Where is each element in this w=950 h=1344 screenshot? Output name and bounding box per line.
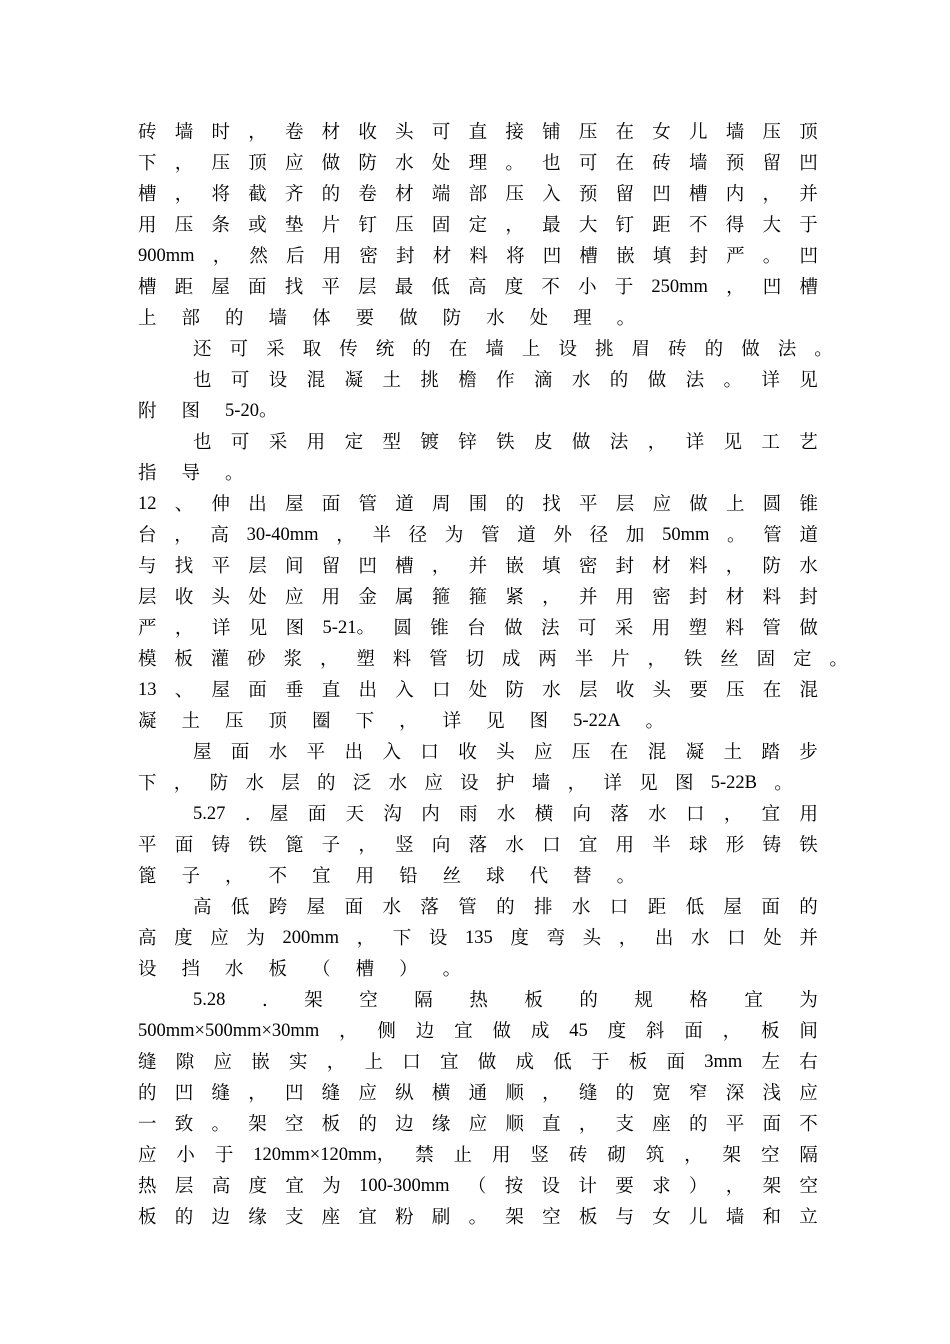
text-line: 凝 土 压 顶 圈 下 ， 详 见 图 5-22A 。 — [138, 711, 664, 732]
text-line: 下 ， 防 水 层 的 泛 水 应 设 护 墙 ， 详 见 图 5-22B 。 — [138, 773, 793, 794]
text-line: 缝 隙 应 嵌 实 ， 上 口 宜 做 成 低 于 板 面 3mm 左 右 — [138, 1052, 818, 1073]
text-line: 附 图 5-20。 — [138, 401, 278, 422]
text-line: 屋 面 水 平 出 入 口 收 头 应 压 在 混 凝 土 踏 步 — [193, 742, 818, 763]
text-line: 层 收 头 处 应 用 金 属 箍 箍 紧 ， 并 用 密 封 材 料 封 — [138, 587, 818, 608]
text-line: 与 找 平 层 间 留 凹 槽 ， 并 嵌 填 密 封 材 料 ， 防 水 — [138, 556, 818, 577]
text-line: 槽 距 屋 面 找 平 层 最 低 高 度 不 小 于 250mm ， 凹 槽 — [138, 277, 818, 298]
text-line: 砖 墙 时 ， 卷 材 收 头 可 直 接 铺 压 在 女 儿 墙 压 顶 — [138, 122, 818, 143]
text-line: 900mm ， 然 后 用 密 封 材 料 将 凹 槽 嵌 填 封 严 。 凹 — [138, 246, 818, 267]
text-line: 严 ， 详 见 图 5-21。 圆 锥 台 做 法 可 采 用 塑 料 管 做 — [138, 618, 818, 639]
text-line: 高 低 跨 屋 面 水 落 管 的 排 水 口 距 低 屋 面 的 — [193, 897, 818, 918]
text-line: 也 可 设 混 凝 土 挑 檐 作 滴 水 的 做 法 。 详 见 — [193, 370, 818, 391]
text-line: 12 、 伸 出 屋 面 管 道 周 围 的 找 平 层 应 做 上 圆 锥 — [138, 494, 818, 515]
text-line: 高 度 应 为 200mm ， 下 设 135 度 弯 头 ， 出 水 口 处 并 — [138, 928, 818, 949]
text-line: 模 板 灌 砂 浆 ， 塑 料 管 切 成 两 半 片 ， 铁 丝 固 定 。 — [138, 649, 848, 670]
text-line: 篦 子 ， 不 宜 用 铅 丝 球 代 替 。 — [138, 866, 636, 887]
text-line: 一 致 。 架 空 板 的 边 缘 应 顺 直 ， 支 座 的 平 面 不 — [138, 1114, 818, 1135]
text-line: 板 的 边 缘 支 座 宜 粉 刷 。 架 空 板 与 女 儿 墙 和 立 — [138, 1207, 818, 1228]
text-line: 热 层 高 度 宜 为 100-300mm （ 按 设 计 要 求 ） ， 架 空 — [138, 1176, 818, 1197]
text-line: 500mm×500mm×30mm ， 侧 边 宜 做 成 45 度 斜 面 ， 板 间 — [138, 1021, 818, 1042]
text-line: 5.27 . 屋 面 天 沟 内 雨 水 横 向 落 水 口 ， 宜 用 — [193, 804, 818, 825]
text-line: 还 可 采 取 传 统 的 在 墙 上 设 挑 眉 砖 的 做 法 。 — [193, 339, 833, 360]
text-line: 应 小 于 120mm×120mm， 禁 止 用 竖 砖 砌 筑 ， 架 空 隔 — [138, 1145, 818, 1166]
text-line: 上 部 的 墙 体 要 做 防 水 处 理 。 — [138, 308, 636, 329]
text-line: 平 面 铸 铁 篦 子 ， 竖 向 落 水 口 宜 用 半 球 形 铸 铁 — [138, 835, 818, 856]
text-line: 设 挡 水 板 （ 槽 ） 。 — [138, 959, 462, 980]
text-line: 的 凹 缝 ， 凹 缝 应 纵 横 通 顺 ， 缝 的 宽 窄 深 浅 应 — [138, 1083, 818, 1104]
text-line: 也 可 采 用 定 型 镀 锌 铁 皮 做 法 ， 详 见 工 艺 — [193, 432, 818, 453]
text-line: 5.28 . 架 空 隔 热 板 的 规 格 宜 为 — [193, 990, 818, 1011]
text-line: 用 压 条 或 垫 片 钉 压 固 定 ， 最 大 钉 距 不 得 大 于 — [138, 215, 818, 236]
text-line: 下 ， 压 顶 应 做 防 水 处 理 。 也 可 在 砖 墙 预 留 凹 — [138, 153, 818, 174]
text-line: 槽 ， 将 截 齐 的 卷 材 端 部 压 入 预 留 凹 槽 内 ， 并 — [138, 184, 818, 205]
text-line: 指 导 。 — [138, 463, 244, 484]
text-line: 台 ， 高 30-40mm ， 半 径 为 管 道 外 径 加 50mm 。 管 道 — [138, 525, 818, 546]
text-line: 13 、 屋 面 垂 直 出 入 口 处 防 水 层 收 头 要 压 在 混 — [138, 680, 818, 701]
